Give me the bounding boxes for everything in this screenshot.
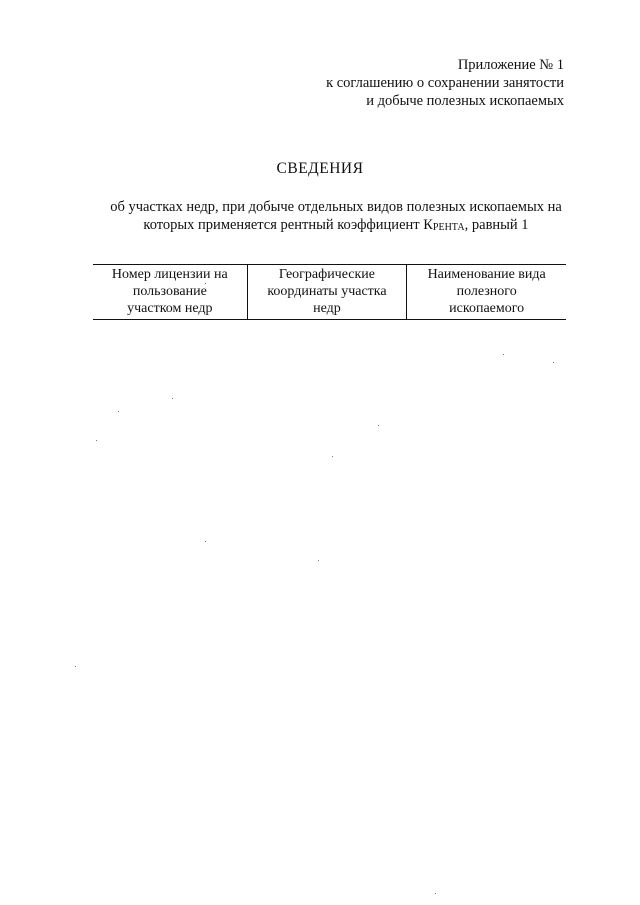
scan-speck	[75, 666, 76, 667]
appendix-header	[326, 56, 564, 110]
column-header-line: ископаемого	[449, 301, 525, 316]
scan-speck	[435, 893, 436, 894]
subtitle-line-2-suffix: , равный 1	[464, 217, 529, 233]
document-title: СВЕДЕНИЯ	[276, 160, 364, 177]
column-header-line: полезного	[456, 284, 517, 299]
column-header-line: координаты участка	[267, 284, 387, 299]
scan-speck	[503, 354, 504, 355]
table-header-row	[93, 265, 566, 320]
column-header-line: участком недр	[127, 301, 213, 316]
scan-speck	[332, 456, 333, 457]
subtitle-line-2	[76, 216, 596, 237]
scan-speck	[205, 541, 206, 542]
scan-speck	[96, 440, 97, 441]
column-header-license-number	[93, 265, 247, 320]
document-subtitle	[76, 198, 596, 237]
subtitle-line-1: об участках недр, при добыче отдельных видов полезных ископаемых на	[110, 199, 562, 215]
column-header-line: Наименование вида	[427, 267, 546, 282]
column-header-mineral-type	[407, 265, 566, 320]
subtitle-line-2-prefix: которых применяется рентный коэффициент К	[143, 217, 433, 233]
column-header-line: пользование	[132, 284, 207, 299]
scan-speck	[378, 425, 379, 426]
column-header-line: недр	[313, 301, 341, 316]
appendix-line-2: к соглашению о сохранении занятости	[326, 75, 564, 91]
rent-coefficient-subscript: РЕНТА	[432, 222, 465, 233]
scan-speck	[205, 283, 206, 284]
appendix-line-1: Приложение № 1	[457, 57, 564, 73]
scan-speck	[553, 362, 554, 363]
subsoil-areas-table	[93, 264, 566, 320]
scan-speck	[172, 398, 173, 399]
scan-speck	[318, 560, 319, 561]
column-header-coordinates	[247, 265, 407, 320]
scan-speck	[118, 411, 119, 412]
column-header-line: Географические	[278, 267, 376, 282]
column-header-line: Номер лицензии на	[111, 267, 228, 282]
appendix-line-3: и добыче полезных ископаемых	[366, 93, 564, 109]
